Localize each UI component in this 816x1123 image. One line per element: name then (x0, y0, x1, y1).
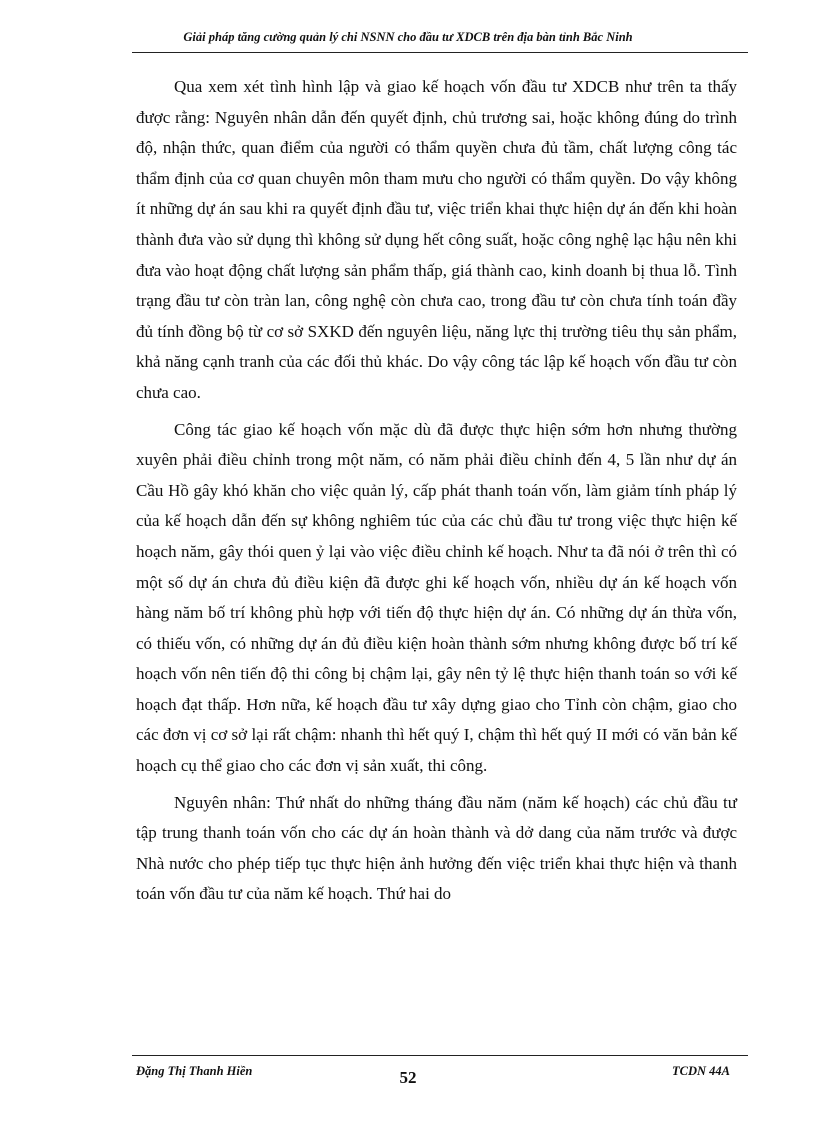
footer-author: Đặng Thị Thanh Hiền (136, 1064, 253, 1078)
paragraph-1: Qua xem xét tình hình lập và giao kế hoạch vốn đầu tư XDCB như trên ta thấy được rằng: Nguyên nhân dẫn đến quyết định, chủ trương sai, hoặc không đúng do trình độ, nhận thức, quan điểm của người có thẩm quyền chưa đủ tầm, chất lượng công tác thẩm định của cơ quan chuyên môn tham mưu cho người có thẩm quyền. Do vậy không ít những dự án sau khi ra quyết định đầu tư, việc triển khai thực hiện dự án đến khi hoàn thành đưa vào sử dụng thì không sử dụng hết công suất, hoặc công nghệ lạc hậu nên khi đưa vào hoạt động chất lượng sản phẩm thấp, giá thành cao, kinh doanh bị thua lỗ. Tình trạng đầu tư còn tràn lan, công nghệ còn chưa cao, trong đầu tư còn chưa tính toán đầy đủ tính đồng bộ từ cơ sở SXKD đến nguyên liệu, năng lực thị trường tiêu thụ sản phẩm, khả năng cạnh tranh của các đối thủ khác. Do vậy công tác lập kế hoạch vốn đầu tư còn chưa cao. (136, 77, 737, 402)
paragraph-2: Công tác giao kế hoạch vốn mặc dù đã được thực hiện sớm hơn nhưng thường xuyên phải điều chỉnh trong một năm, có năm phải điều chỉnh đến 4, 5 lần như dự án Cầu Hồ gây khó khăn cho việc quản lý, cấp phát thanh toán vốn, làm giảm tính pháp lý của kế hoạch dẫn đến sự không nghiêm túc của các chủ đầu tư trong việc thực hiện kế hoạch năm, gây thói quen ỷ lại vào việc điều chỉnh kế hoạch. Như ta đã nói ở trên thì có một số dự án chưa đủ điều kiện đã được ghi kế hoạch vốn, nhiều dự án kế hoạch vốn hàng năm bố trí không phù hợp với tiến độ thực hiện dự án. Có những dự án thừa vốn, có thiếu vốn, có những dự án đủ điều kiện hoàn thành sớm nhưng không được bố trí kế hoạch vốn nên tiến độ thi công bị chậm lại, gây nên tỷ lệ thực hiện thanh toán so với kế hoạch đạt thấp. Hơn nữa, kế hoạch đầu tư xây dựng giao cho Tỉnh còn chậm, giao cho các đơn vị cơ sở lại rất chậm: nhanh thì hết quý I, chậm thì hết quý II mới có văn bản kế hoạch cụ thể giao cho các đơn vị sản xuất, thi công. (136, 419, 737, 776)
document-body (136, 72, 737, 916)
footer-divider (132, 1055, 748, 1056)
header-divider (132, 52, 748, 53)
running-header: Giải pháp tăng cường quản lý chi NSNN cho đầu tư XDCB trên địa bàn tỉnh Bắc Ninh (183, 30, 633, 44)
page-number: 52 (399, 1068, 417, 1087)
footer-class-code: TCDN 44A (672, 1064, 730, 1078)
paragraph-3: Nguyên nhân: Thứ nhất do những tháng đầu năm (năm kế hoạch) các chủ đầu tư tập trung thanh toán vốn cho các dự án hoàn thành và dở dang của năm trước và được Nhà nước cho phép tiếp tục thực hiện ảnh hưởng đến việc triển khai thực hiện và thanh toán vốn đầu tư của năm kế hoạch. Thứ hai do (136, 792, 737, 904)
